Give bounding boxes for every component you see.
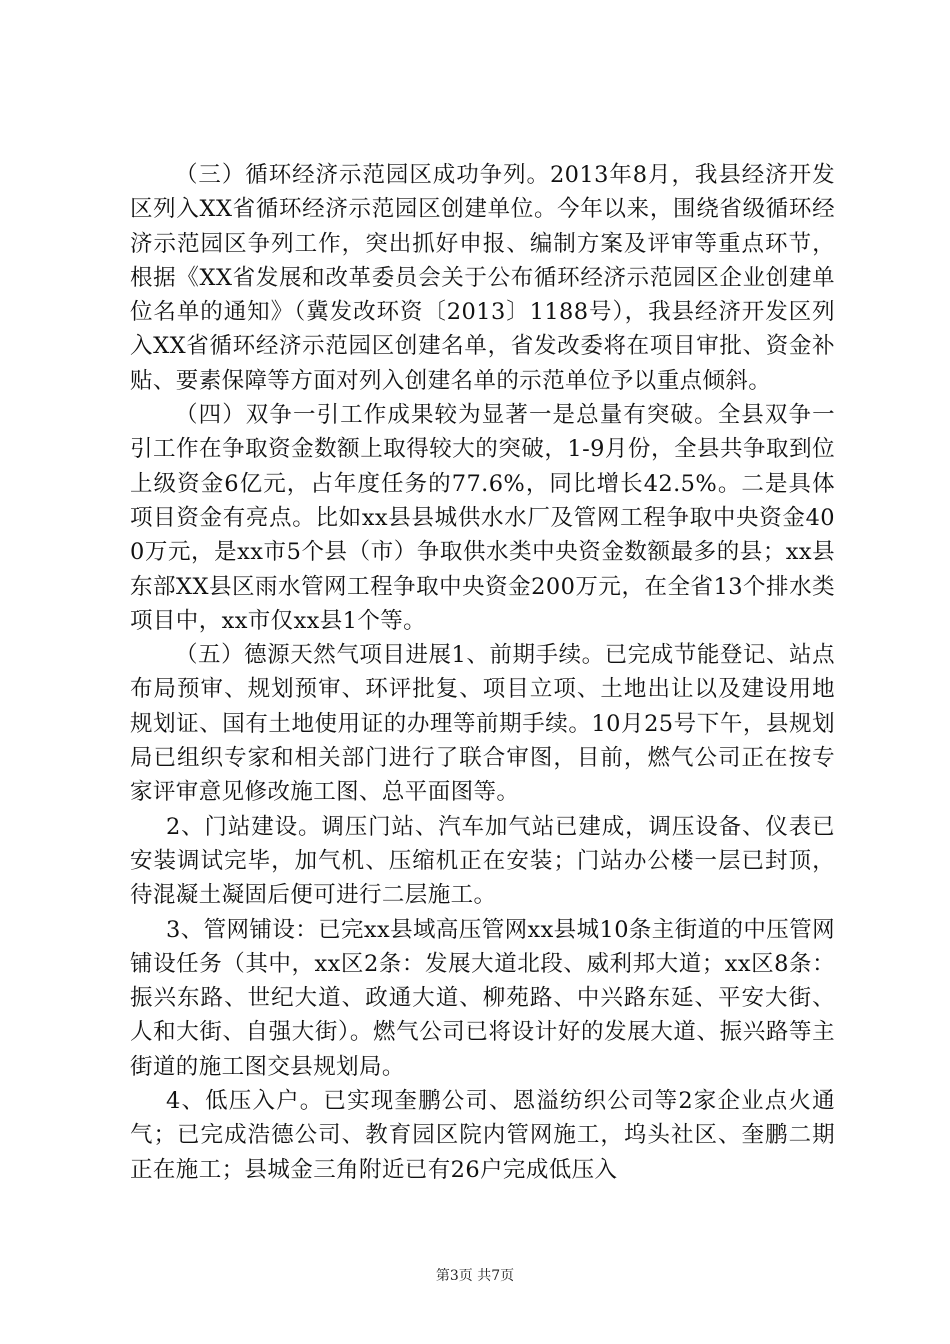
body-text (130, 158, 835, 1187)
paragraph-funding-results: （四）双争一引工作成果较为显著一是总量有突破。全县双争一引工作在争取资金数额上取得较大的突破，1-9月份，全县共争取到位上级资金6亿元，占年度任务的77.6%，同比增长42.5%。二是具体项目资金有亮点。比如xx县县城供水水厂及管网工程争取中央资金400万元，是xx市5个县（市）争取供水类中央资金数额最多的县；xx县东部XX县区雨水管网工程争取中央资金200万元，在全省13个排水类项目中，xx市仅xx县1个等。 (130, 402, 835, 634)
paragraph-pipeline-laying: 3、管网铺设：已完xx县域高压管网xx县城10条主街道的中压管网铺设任务（其中，xx区2条：发展大道北段、威利邦大道；xx区8条：振兴东路、世纪大道、政通大道、柳苑路、中兴路东延、平安大街、人和大街、自强大街）。燃气公司已将设计好的发展大道、振兴路等主街道的施工图交县规划局。 (130, 916, 836, 1080)
page-number-footer: 第3页 共7页 (435, 1268, 515, 1284)
paragraph-station-construction: 2、门站建设。调压门站、汽车加气站已建成，调压设备、仪表已安装调试完毕，加气机、压缩机正在安装；门站办公楼一层已封顶，待混凝土凝固后便可进行二层施工。 (130, 813, 835, 909)
paragraph-low-pressure-connection: 4、低压入户。已实现奎鹏公司、恩溢纺织公司等2家企业点火通气；已完成浩德公司、教育园区院内管网施工，坞头社区、奎鹏二期正在施工；县城金三角附近已有26户完成低压入 (130, 1088, 835, 1183)
paragraph-circular-economy: （三）循环经济示范园区成功争列。2013年8月，我县经济开发区列入XX省循环经济示范园区创建单位。今年以来，围绕省级循环经济示范园区争列工作，突出抓好申报、编制方案及评审等重点环节，根据《XX省发展和改革委员会关于公布循环经济示范园区企业创建单位名单的通知》（冀发改环资〔2013〕1188号），我县经济开发区列入XX省循环经济示范园区创建名单，省发改委将在项目审批、资金补贴、要素保障等方面对列入创建名单的示范单位予以重点倾斜。 (130, 162, 835, 394)
paragraph-gas-project-procedures: （五）德源天然气项目进展1、前期手续。已完成节能登记、站点布局预审、规划预审、环评批复、项目立项、土地出让以及建设用地规划证、国有土地使用证的办理等前期手续。10月25号下午，县规划局已组织专家和相关部门进行了联合审图，目前，燃气公司正在按专家评审意见修改施工图、总平面图等。 (130, 642, 835, 806)
